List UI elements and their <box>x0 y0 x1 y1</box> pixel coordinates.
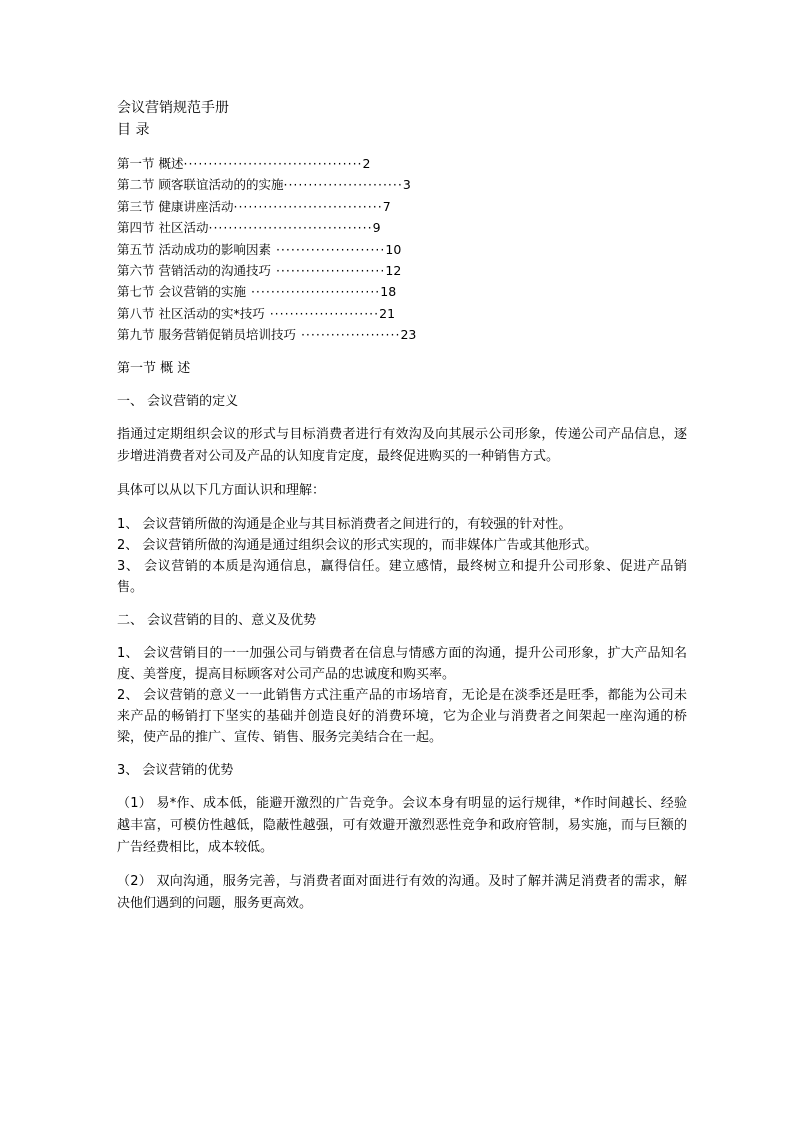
toc-entry[interactable] <box>117 239 687 260</box>
part1-paragraph: 指通过定期组织会议的形式与目标消费者进行有效沟及向其展示公司形象，传递公司产品信息，逐步增进消费者对公司及产品的认知度肯定度，最终促进购买的一种销售方式。 <box>117 426 687 464</box>
toc-entry-label: 第四节 社区活动 <box>117 220 209 236</box>
toc-entry-leader: ······················ <box>270 263 386 279</box>
list-item: 2、 会议营销所做的沟通是通过组织会议的形式实现的，而非媒体广告或其他形式。 <box>117 537 598 553</box>
toc-entry-leader: ························ <box>283 177 403 193</box>
part1-intro: 具体可以从以下几方面认识和理解： <box>117 482 326 498</box>
part2-heading: 二、 会议营销的目的、意义及优势 <box>117 612 317 628</box>
toc-entry-page: 7 <box>382 198 391 214</box>
toc-entry[interactable] <box>117 153 687 174</box>
toc-entry-leader: ······················ <box>264 305 380 321</box>
toc-entry-label: 第九节 服务营销促销员培训技巧 <box>117 327 296 343</box>
toc-entry-leader: ···································· <box>183 156 363 171</box>
toc-entry[interactable] <box>117 324 687 345</box>
advantage-item: （1） 易*作、成本低，能避开激烈的广告竞争。会议本身有明显的运行规律，*作时间越长、经验越丰富，可模仿性越低，隐蔽性越强，可有效避开激烈恶性竞争和政府管制，易实施，而与巨额的广告经费相比，成本较低。 <box>117 795 687 855</box>
advantage-item: （2） 双向沟通，服务完善，与消费者面对面进行有效的沟通。及时了解并满足消费者的需求，解决他们遇到的问题，服务更高效。 <box>117 873 687 911</box>
toc-entry-page: 18 <box>380 284 397 300</box>
toc-entry-label: 第一节 概述 <box>117 156 184 171</box>
toc-entry-page: 2 <box>362 156 371 171</box>
title-block <box>117 97 687 141</box>
list-item: 3、 会议营销的本质是沟通信息，赢得信任。建立感情，最终树立和提升公司形象、促进产品销售。 <box>117 558 687 595</box>
toc-entry-leader: ······················ <box>270 241 386 257</box>
part2-list <box>117 643 687 748</box>
document-body <box>117 97 687 927</box>
part1-heading: 一、 会议营销的定义 <box>117 393 239 409</box>
toc-entry[interactable] <box>117 303 687 324</box>
list-item: 1、 会议营销所做的沟通是企业与其目标消费者之间进行的，有较强的针对性。 <box>117 516 572 532</box>
toc-entry-page: 9 <box>372 220 381 236</box>
toc-entry-leader: ·························· <box>245 284 381 300</box>
toc-entry-label: 第七节 会议营销的实施 <box>117 284 246 300</box>
part2-sub-heading: 3、 会议营销的优势 <box>117 762 234 778</box>
section-title: 第一节 概 述 <box>117 360 191 376</box>
part1-list <box>117 514 687 598</box>
toc-title: 目 录 <box>117 122 150 138</box>
list-item: 1、 会议营销目的一一加强公司与销费者在信息与情感方面的沟通，提升公司形象，扩大产品知名度、美誉度，提高目标顾客对公司产品的忠诚度和购买率。 <box>117 645 687 682</box>
toc-entry-page: 10 <box>385 241 402 257</box>
toc-entry-page: 12 <box>385 263 402 279</box>
toc-entry[interactable] <box>117 281 687 302</box>
toc-entry[interactable] <box>117 196 687 217</box>
toc-entry-label: 第八节 社区活动的实*技巧 <box>117 305 265 321</box>
toc-entry-label: 第三节 健康讲座活动 <box>117 198 234 214</box>
toc-entry-page: 23 <box>400 327 417 343</box>
table-of-contents <box>117 153 687 346</box>
toc-entry-label: 第二节 顾客联谊活动的的实施 <box>117 177 284 193</box>
toc-entry[interactable] <box>117 260 687 281</box>
toc-entry-leader: ······························ <box>233 198 383 214</box>
list-item: 2、 会议营销的意义一一此销售方式注重产品的市场培育，无论是在淡季还是旺季，都能为公司未来产品的畅销打下坚实的基础并创造良好的消费环境，它为企业与消费者之间架起一座沟通的桥梁，使产品的推广、宣传、销售、服务完美结合在一起。 <box>117 687 687 745</box>
toc-entry-page: 3 <box>402 177 411 193</box>
toc-entry-leader: ································· <box>208 220 373 236</box>
toc-entry[interactable] <box>117 174 687 195</box>
toc-entry-label: 第五节 活动成功的影响因素 <box>117 241 271 257</box>
doc-title: 会议营销规范手册 <box>117 100 229 116</box>
toc-entry-label: 第六节 营销活动的沟通技巧 <box>117 263 271 279</box>
toc-entry[interactable] <box>117 217 687 238</box>
toc-entry-leader: ···················· <box>295 327 401 343</box>
toc-entry-page: 21 <box>379 305 396 321</box>
